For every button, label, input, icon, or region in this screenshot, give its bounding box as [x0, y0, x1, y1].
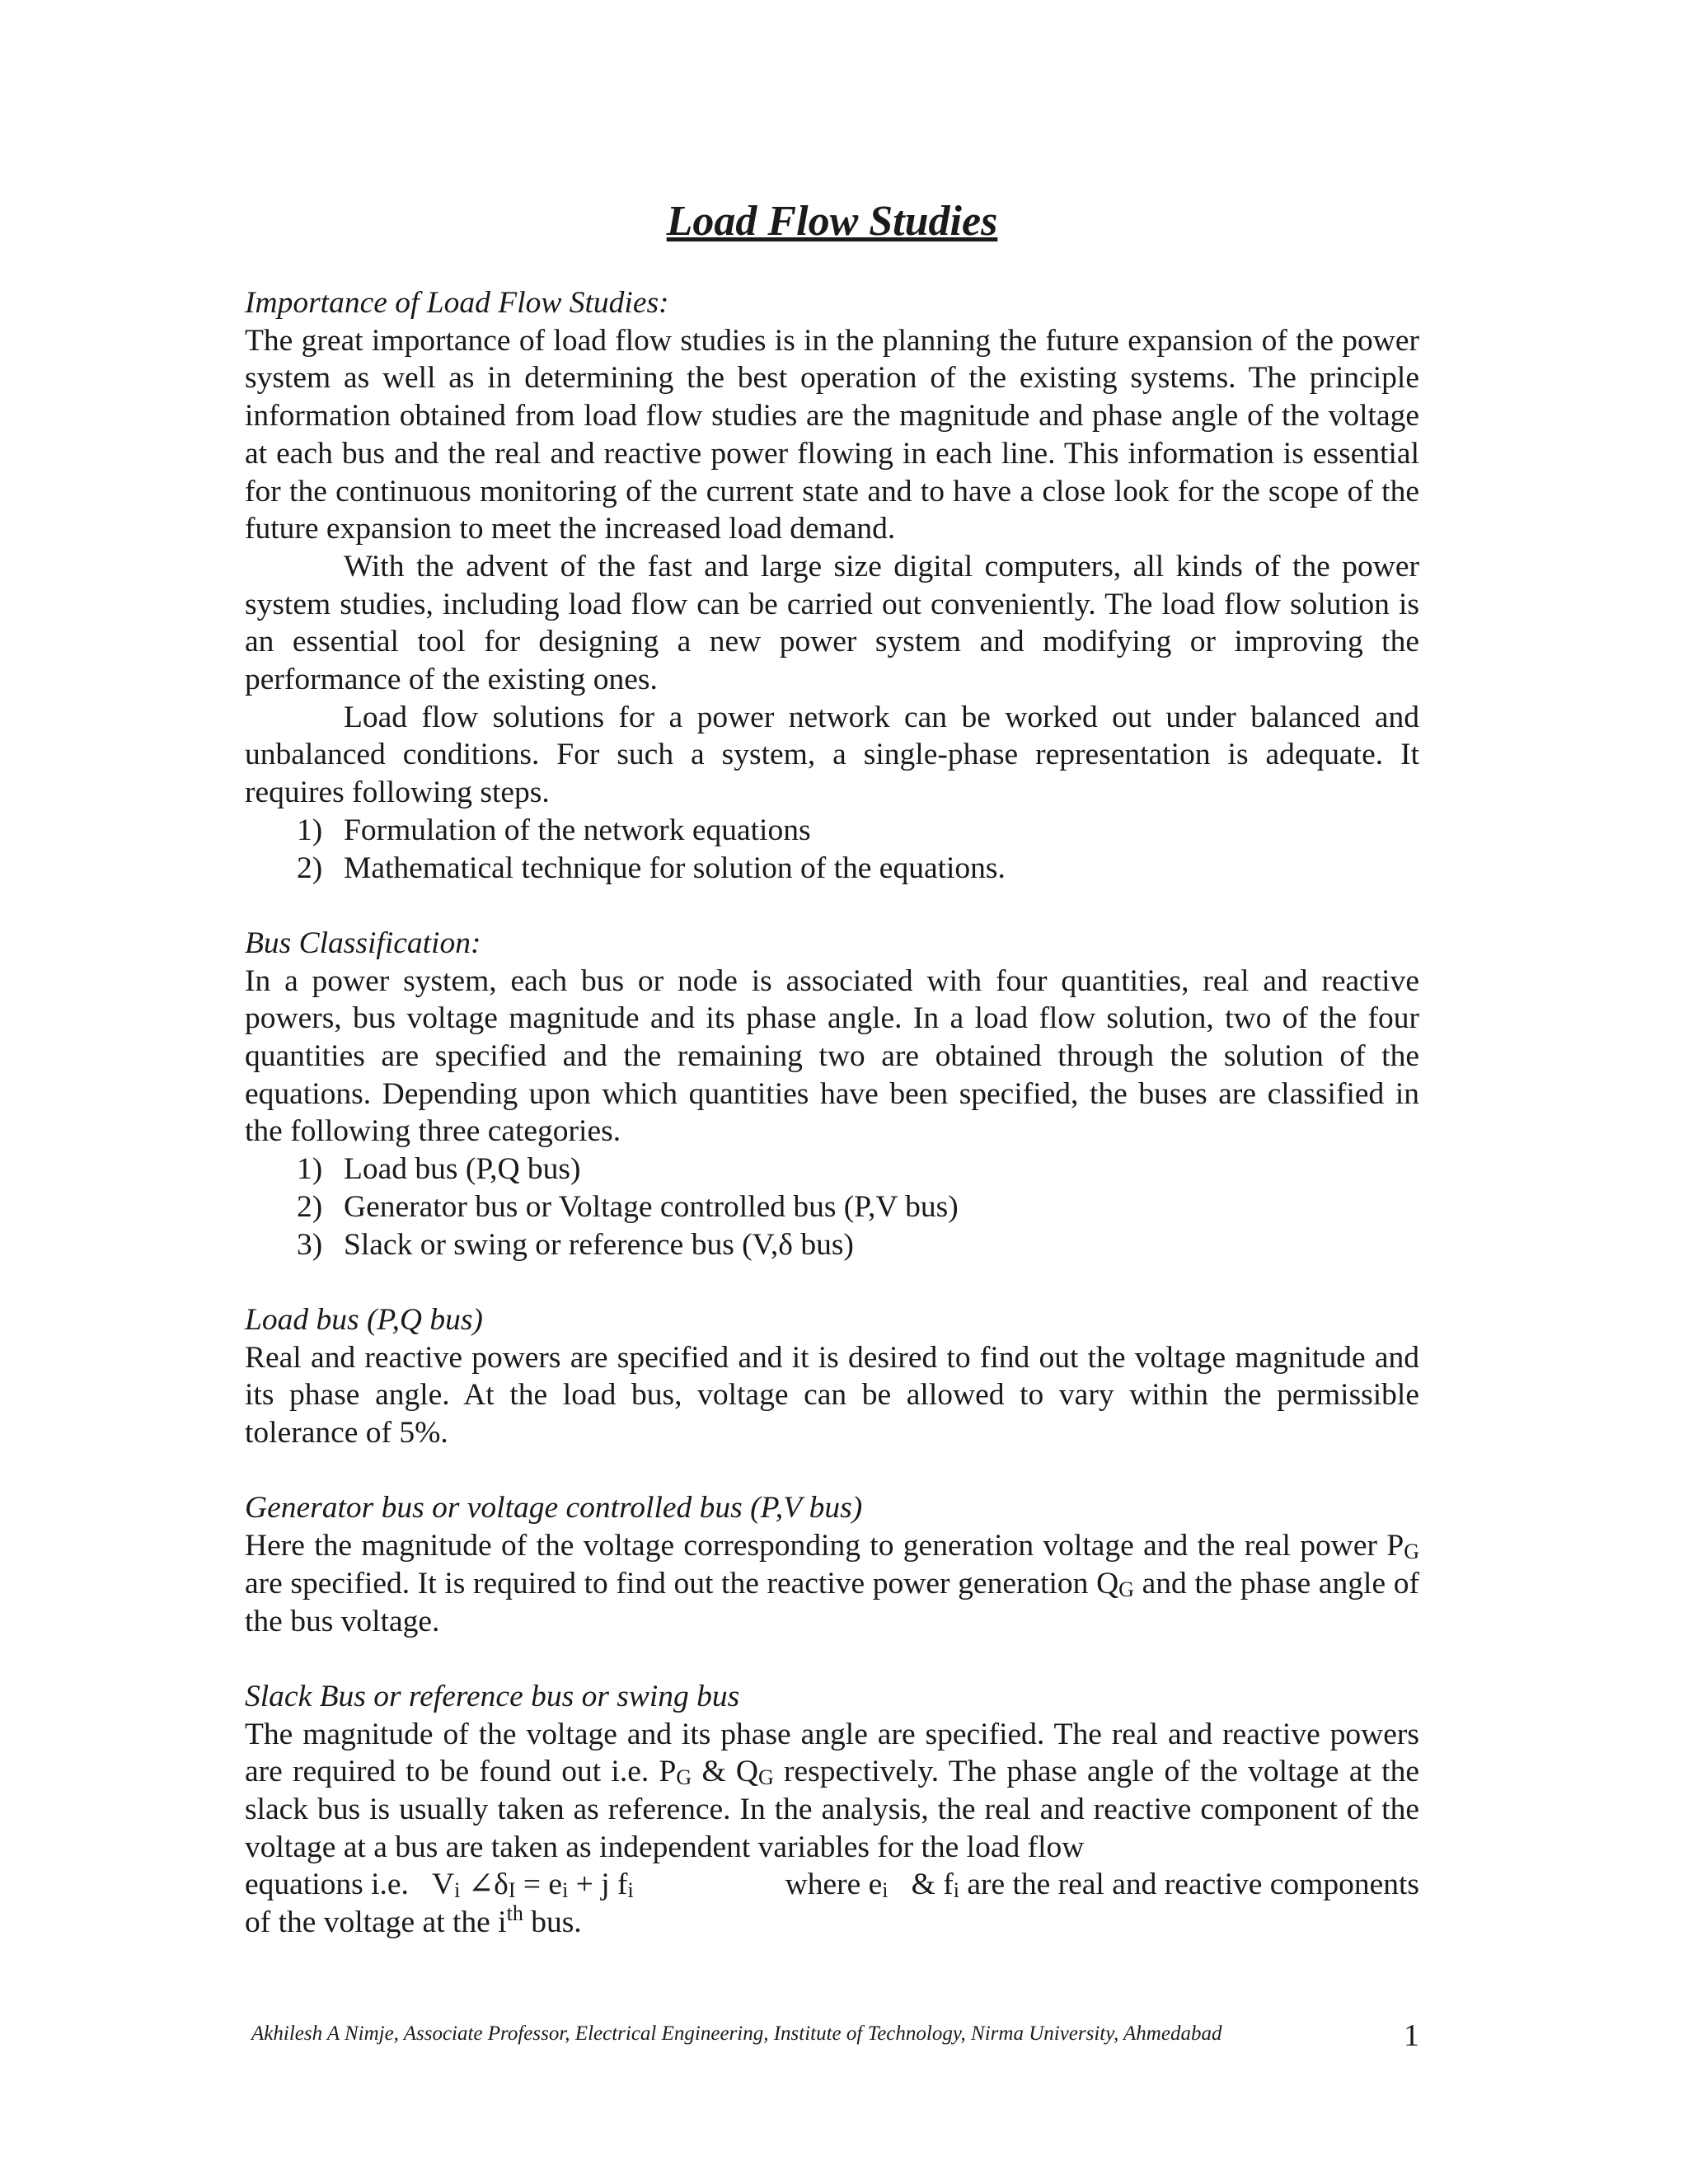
page-number: 1 — [1404, 2018, 1419, 2053]
list-item — [297, 812, 1419, 850]
list-text: Load bus (P,Q bus) — [344, 1152, 581, 1187]
text-run: respectively. The phase angle of the voltage at the slack bus is usually taken as reference. In the analysis, the real and reactive component of the voltage at a bus are taken as independent variables for the load flow — [245, 1755, 1419, 1864]
subscript: G — [676, 1765, 692, 1790]
equation — [245, 1866, 634, 1904]
slack-bus-paragraph — [245, 1716, 1419, 1867]
text-run: & Q — [692, 1755, 758, 1789]
list-number: 1) — [297, 813, 323, 847]
list-number: 2) — [297, 851, 323, 885]
section-heading-generator-bus: Generator bus or voltage controlled bus (P,V bus) — [245, 1491, 863, 1526]
text-run: bus. — [523, 1905, 582, 1940]
subscript: i — [953, 1878, 959, 1903]
equation-description — [785, 1866, 1419, 1904]
list-text: Generator bus or Voltage controlled bus (P,V bus) — [344, 1189, 959, 1224]
generator-bus-paragraph — [245, 1527, 1419, 1640]
steps-list — [245, 812, 1419, 887]
list-number: 3) — [297, 1227, 323, 1262]
footer-author: Akhilesh A Nimje, Associate Professor, Electrical Engineering, Institute of Technology, Nirma University, Ahmedabad — [251, 2022, 1222, 2045]
subscript: G — [1404, 1540, 1419, 1564]
list-item — [297, 1151, 1419, 1188]
importance-paragraph-1: The great importance of load flow studies is in the planning the future expansion of the power system as well as in determining the best operation of the existing systems. The principle information obtained from load flow studies are the magnitude and phase angle of the voltage at each bus and the real and reactive power flowing in each line. This information is essential for the continuous monitoring of the current state and to have a close look for the scope of the future expansion to meet the increased load demand. — [245, 323, 1419, 546]
text-run: V — [432, 1868, 455, 1902]
section-heading-importance: Importance of Load Flow Studies: — [245, 286, 669, 320]
list-number: 2) — [297, 1189, 323, 1224]
subscript: I — [508, 1878, 516, 1903]
subscript: G — [1118, 1577, 1134, 1601]
spacer — [245, 1263, 1419, 1301]
spacer — [245, 1640, 1419, 1678]
document-body — [245, 284, 1419, 1942]
subscript: i — [627, 1878, 634, 1903]
spacer — [245, 1452, 1419, 1490]
subscript: i — [454, 1878, 461, 1903]
superscript: th — [506, 1901, 523, 1926]
list-text: Slack or swing or reference bus (V,δ bus) — [344, 1227, 854, 1262]
text-run: where e — [785, 1868, 883, 1902]
bus-classification-paragraph: In a power system, each bus or node is associated with four quantities, real and reactive powers, bus voltage magnitude and its phase angle. In a load flow solution, two of the four quantities are specified and the remaining two are obtained through the solution of the equations. Depending upon which quantities have been specified, the buses are classified in the following three categories. — [245, 963, 1419, 1149]
text-run: & f — [903, 1868, 954, 1902]
spacer — [245, 887, 1419, 925]
list-item — [297, 1188, 1419, 1226]
text-run: of the voltage at the i — [245, 1905, 507, 1940]
slack-bus-last-line — [245, 1901, 1419, 1942]
text-run: are specified. It is required to find out the reactive power generation Q — [245, 1566, 1119, 1601]
section-heading-load-bus: Load bus (P,Q bus) — [245, 1302, 483, 1337]
text-run: The magnitude of the voltage and its phase angle are specified. The real and reactive powers are required to be found out i.e. P — [245, 1717, 1419, 1789]
page-title: Load Flow Studies — [666, 198, 998, 245]
load-bus-paragraph: Real and reactive powers are specified and it is desired to find out the voltage magnitude and its phase angle. At the load bus, voltage can be allowed to vary within the permissible tolerance of 5%. — [245, 1340, 1419, 1451]
importance-paragraph-3: Load flow solutions for a power network can be worked out under balanced and unbalanced conditions. For such a system, a single-phase representation is adequate. It requires following steps. — [245, 700, 1419, 810]
text-run: equations i.e. — [245, 1868, 409, 1902]
list-item — [297, 1226, 1419, 1264]
list-item — [297, 850, 1419, 888]
text-run: Here the magnitude of the voltage corresponding to generation voltage and the real power P — [245, 1529, 1404, 1563]
bus-types-list — [245, 1151, 1419, 1263]
text-run: = e — [515, 1868, 563, 1902]
list-text: Mathematical technique for solution of the equations. — [344, 851, 1006, 885]
subscript: G — [757, 1765, 774, 1790]
list-text: Formulation of the network equations — [344, 813, 811, 847]
text-run: ∠δ — [467, 1868, 509, 1902]
list-number: 1) — [297, 1152, 323, 1187]
text-run: are the real and reactive components — [959, 1868, 1419, 1902]
equation-line — [245, 1866, 1419, 1904]
text-run: + j f — [568, 1868, 628, 1902]
importance-paragraph-2: With the advent of the fast and large size digital computers, all kinds of the power system studies, including load flow can be carried out conveniently. The load flow solution is an essential tool for designing a new power system and modifying or improving the performance of the existing ones. — [245, 549, 1419, 697]
section-heading-slack-bus: Slack Bus or reference bus or swing bus — [245, 1679, 740, 1713]
text-run: and the phase angle of the bus voltage. — [245, 1566, 1419, 1638]
subscript: i — [882, 1878, 889, 1903]
section-heading-bus-classification: Bus Classification: — [245, 926, 481, 960]
subscript: i — [562, 1878, 569, 1903]
